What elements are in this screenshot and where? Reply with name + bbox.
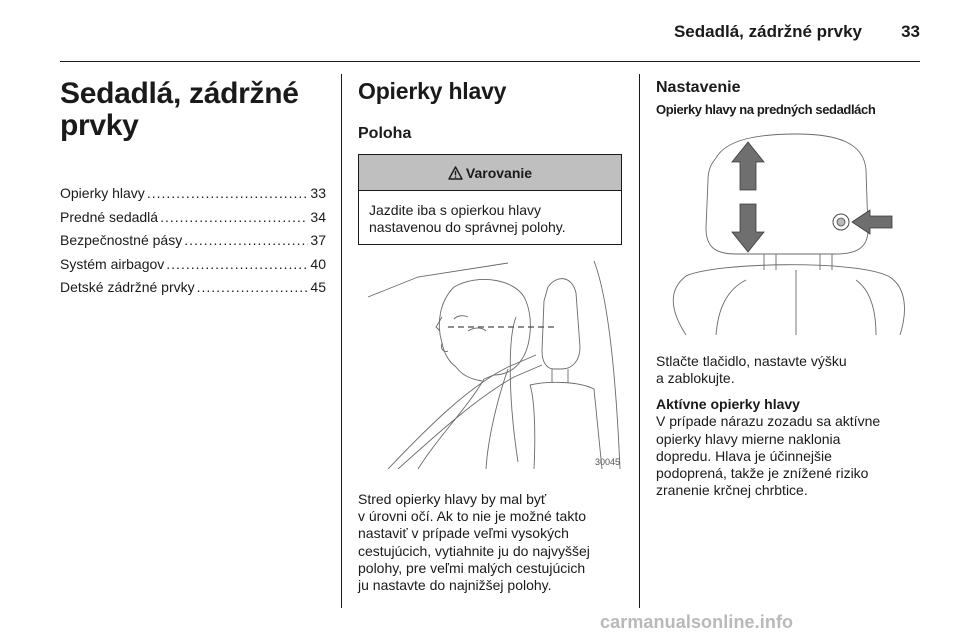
toc-entry-child-restraints[interactable] xyxy=(60,276,326,300)
table-of-contents xyxy=(60,182,326,300)
toc-entry-front-seats[interactable] xyxy=(60,206,326,230)
toc-label: Opierky hlavy xyxy=(60,185,145,201)
warning-text xyxy=(359,191,621,244)
text-line: podoprená, takže je znížené riziko xyxy=(656,465,869,482)
toc-leader-dots xyxy=(197,276,309,300)
text-line: opierky hlavy mierne naklonia xyxy=(656,430,841,447)
running-title: Sedadlá, zádržné prvky xyxy=(673,22,862,41)
toc-entry-airbags[interactable] xyxy=(60,253,326,277)
toc-page: 33 xyxy=(310,185,326,201)
headrest-position-column xyxy=(358,78,622,594)
figure-code: 30045 xyxy=(594,457,620,467)
headrest-adjustment-illustration xyxy=(656,130,920,335)
adjustment-text xyxy=(656,353,920,387)
header-rule xyxy=(60,61,920,62)
text-line: cestujúcich, vytiahnite ju do najvyššej xyxy=(358,542,590,559)
section-subtitle: Poloha xyxy=(358,125,412,142)
toc-label: Predné sedadlá xyxy=(60,208,159,225)
toc-page: 45 xyxy=(310,279,326,295)
text-line: ju nastavte do najnižšej polohy. xyxy=(358,577,552,594)
warning-triangle-icon xyxy=(448,166,463,180)
toc-leader-dots xyxy=(184,229,308,253)
active-headrests-text xyxy=(656,413,920,499)
toc-label: Bezpečnostné pásy xyxy=(60,232,183,248)
text-line: Stlačte tlačidlo, nastavte výšku xyxy=(656,353,847,369)
column-divider-2 xyxy=(639,74,640,608)
toc-entry-seat-belts[interactable] xyxy=(60,229,326,253)
text-line: polohy, pre veľmi malých cestujúcich xyxy=(358,559,586,576)
headrest-position-text xyxy=(358,491,622,594)
text-line: dopredu. Hlava je účinnejšie xyxy=(656,447,832,464)
text-line: V prípade nárazu zozadu sa aktívne xyxy=(656,413,881,430)
running-header xyxy=(640,22,920,48)
chapter-column xyxy=(60,78,326,300)
adjustment-title: Nastavenie xyxy=(656,79,741,96)
warning-text-line2: nastavenou do správnej polohy. xyxy=(369,219,566,235)
warning-text-line1: Jazdite iba s opierkou hlavy xyxy=(369,202,541,218)
toc-leader-dots xyxy=(147,182,309,206)
watermark: carmanualsonline.info xyxy=(600,612,794,632)
adjustment-subtitle: Opierky hlavy na predných sedadlách xyxy=(656,102,876,117)
section-title: Opierky hlavy xyxy=(358,78,507,104)
toc-label: Detské zádržné prvky xyxy=(60,279,195,295)
toc-page: 40 xyxy=(310,255,326,272)
text-line: zranenie krčnej chrbtice. xyxy=(656,482,808,499)
headrest-adjustment-column xyxy=(656,78,920,499)
text-line: Stred opierky hlavy by mal byť xyxy=(358,491,547,507)
column-divider-1 xyxy=(341,74,342,608)
chapter-title-line2: prvky xyxy=(60,109,139,142)
text-line: a zablokujte. xyxy=(656,370,735,387)
toc-entry-headrests[interactable] xyxy=(60,182,326,206)
warning-header xyxy=(359,155,621,191)
warning-title: Varovanie xyxy=(465,164,533,181)
text-line: nastaviť v prípade veľmi vysokých xyxy=(358,525,569,542)
chapter-title-line1: Sedadlá, zádržné xyxy=(60,77,299,110)
toc-leader-dots xyxy=(166,253,308,277)
headrest-position-illustration xyxy=(358,257,622,469)
chapter-title xyxy=(60,78,326,142)
warning-box xyxy=(358,154,622,245)
toc-page: 34 xyxy=(310,208,326,225)
page-number: 33 xyxy=(901,22,920,41)
toc-label: Systém airbagov xyxy=(60,255,165,272)
toc-leader-dots xyxy=(160,206,308,230)
active-headrests-title: Aktívne opierky hlavy xyxy=(656,396,800,413)
toc-page: 37 xyxy=(310,232,326,248)
text-line: v úrovni očí. Ak to nie je možné takto xyxy=(358,508,587,525)
